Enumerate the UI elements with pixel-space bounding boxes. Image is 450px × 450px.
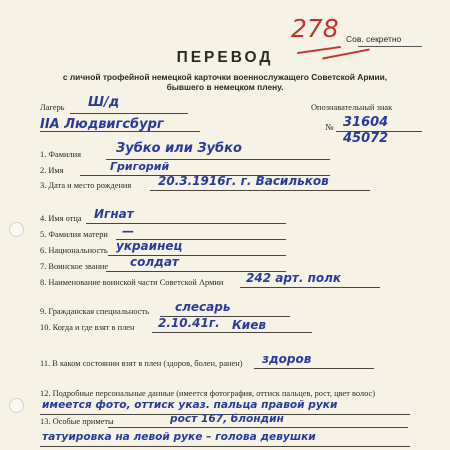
- field-label-nationality: [40, 246, 108, 255]
- field-label-special-marks: [40, 417, 114, 426]
- field-label-mother-surname: [40, 230, 108, 239]
- field-value-name: Григорий: [110, 160, 170, 173]
- id-label: Опознавательный знак: [311, 103, 393, 112]
- underline-rule: [70, 113, 188, 114]
- underline-rule: [108, 427, 408, 428]
- punch-hole: [9, 222, 24, 237]
- field-label-birth-part: 3.: [40, 181, 47, 190]
- field-label-nationality-part: Национальность: [48, 246, 108, 255]
- id-number-value-2: 45072: [343, 131, 389, 146]
- field-label-personal-data-part: Подробные персональные данные (имеется фотография, оттиск пальцев, рост, цвет волос): [52, 389, 375, 398]
- field-value-special-marks: рост 167, блондин: [170, 413, 284, 425]
- field-label-capture: [40, 323, 134, 332]
- field-label-father-name: [40, 214, 82, 223]
- field-label-rank-part: Воинское звание: [48, 262, 109, 271]
- field-label-birth: [40, 181, 131, 190]
- underline-rule: [358, 46, 422, 47]
- secrecy-stamp: Сов. секретно: [346, 34, 402, 44]
- field-label-surname: [40, 150, 81, 159]
- field-label-military-unit-part: Наименование воинской части Советской Армии: [48, 278, 224, 287]
- field-value-father-name: Игнат: [94, 207, 134, 221]
- field-label-military-unit: [40, 278, 223, 287]
- camp-label: Лагерь: [40, 103, 65, 112]
- field-label-mother-surname-part: 5.: [40, 230, 47, 239]
- punch-hole: [9, 398, 24, 413]
- underline-rule: [240, 287, 380, 288]
- field-label-mother-surname-part: Фамилия матери: [48, 230, 108, 239]
- subtitle-line: с личной трофейной немецкой карточки военнослужащего Советской Армии,: [62, 72, 388, 82]
- field-label-civil-specialty-part: Гражданская специальность: [48, 307, 149, 316]
- field-label-condition-part: 11.: [40, 359, 51, 368]
- underline-rule: [40, 131, 200, 132]
- field-label-special-marks-part: 13.: [40, 417, 51, 426]
- field-label-father-name-part: Имя отца: [48, 214, 82, 223]
- field-label-birth-part: Дата и место рождения: [48, 181, 132, 190]
- field-label-condition-part: В каком состоянии взят в плен (здоров, болен, ранен): [52, 359, 243, 368]
- field-label-civil-specialty-part: 9.: [40, 307, 47, 316]
- field-label-name-part: 2.: [40, 166, 47, 175]
- underline-rule: [254, 368, 374, 369]
- field-value-special-marks-2: татуировка на левой руке – голова девушки: [42, 431, 316, 443]
- field-label-personal-data-part: 12.: [40, 389, 51, 398]
- field-label-personal-data: [40, 389, 375, 398]
- field-label-rank-part: 7.: [40, 262, 47, 271]
- camp-value: Ш/д: [88, 95, 120, 110]
- field-value-civil-specialty: слесарь: [175, 300, 231, 314]
- field-value-military-unit: 242 арт. полк: [246, 271, 342, 285]
- field-value-condition: здоров: [262, 352, 312, 366]
- underline-rule: [150, 190, 370, 191]
- field-label-military-unit-part: 8.: [40, 278, 47, 287]
- underline-rule: [86, 223, 286, 224]
- camp-location-value: IIA Людвигсбург: [40, 117, 164, 132]
- field-value-birth: 20.3.1916г. г. Васильков: [158, 174, 329, 188]
- field-value-nationality: украинец: [116, 239, 183, 253]
- underline-rule: [152, 332, 312, 333]
- field-label-capture-part: 10.: [40, 323, 51, 332]
- document-title: ПЕРЕВОД: [176, 49, 274, 66]
- field-label-rank: [40, 262, 108, 271]
- field-label-surname-part: Фамилия: [48, 150, 82, 159]
- underline-rule: [40, 446, 410, 447]
- subtitle-line: бывшего в немецком плену.: [166, 82, 284, 92]
- field-label-father-name-part: 4.: [40, 214, 47, 223]
- field-value-capture-date: 2.10.41г.: [158, 316, 220, 330]
- field-label-surname-part: 1.: [40, 150, 47, 159]
- field-label-name: [40, 166, 64, 175]
- id-number-prefix: №: [325, 122, 334, 132]
- field-label-name-part: Имя: [48, 166, 64, 175]
- field-label-capture-part: Когда и где взят в плен: [52, 323, 135, 332]
- field-value-mother-surname: —: [122, 224, 134, 238]
- field-value-surname: Зубко или Зубко: [116, 141, 242, 156]
- field-label-condition: [40, 359, 243, 368]
- field-label-civil-specialty: [40, 307, 149, 316]
- id-number-value: 31604: [343, 115, 389, 130]
- field-value-capture-place: Киев: [232, 318, 266, 332]
- field-value-rank: солдат: [130, 255, 179, 269]
- field-value-personal-data: имеется фото, оттиск указ. пальца правой руки: [42, 399, 338, 411]
- document-number: 278: [291, 14, 339, 43]
- field-label-special-marks-part: Особые приметы: [52, 417, 114, 426]
- field-label-nationality-part: 6.: [40, 246, 47, 255]
